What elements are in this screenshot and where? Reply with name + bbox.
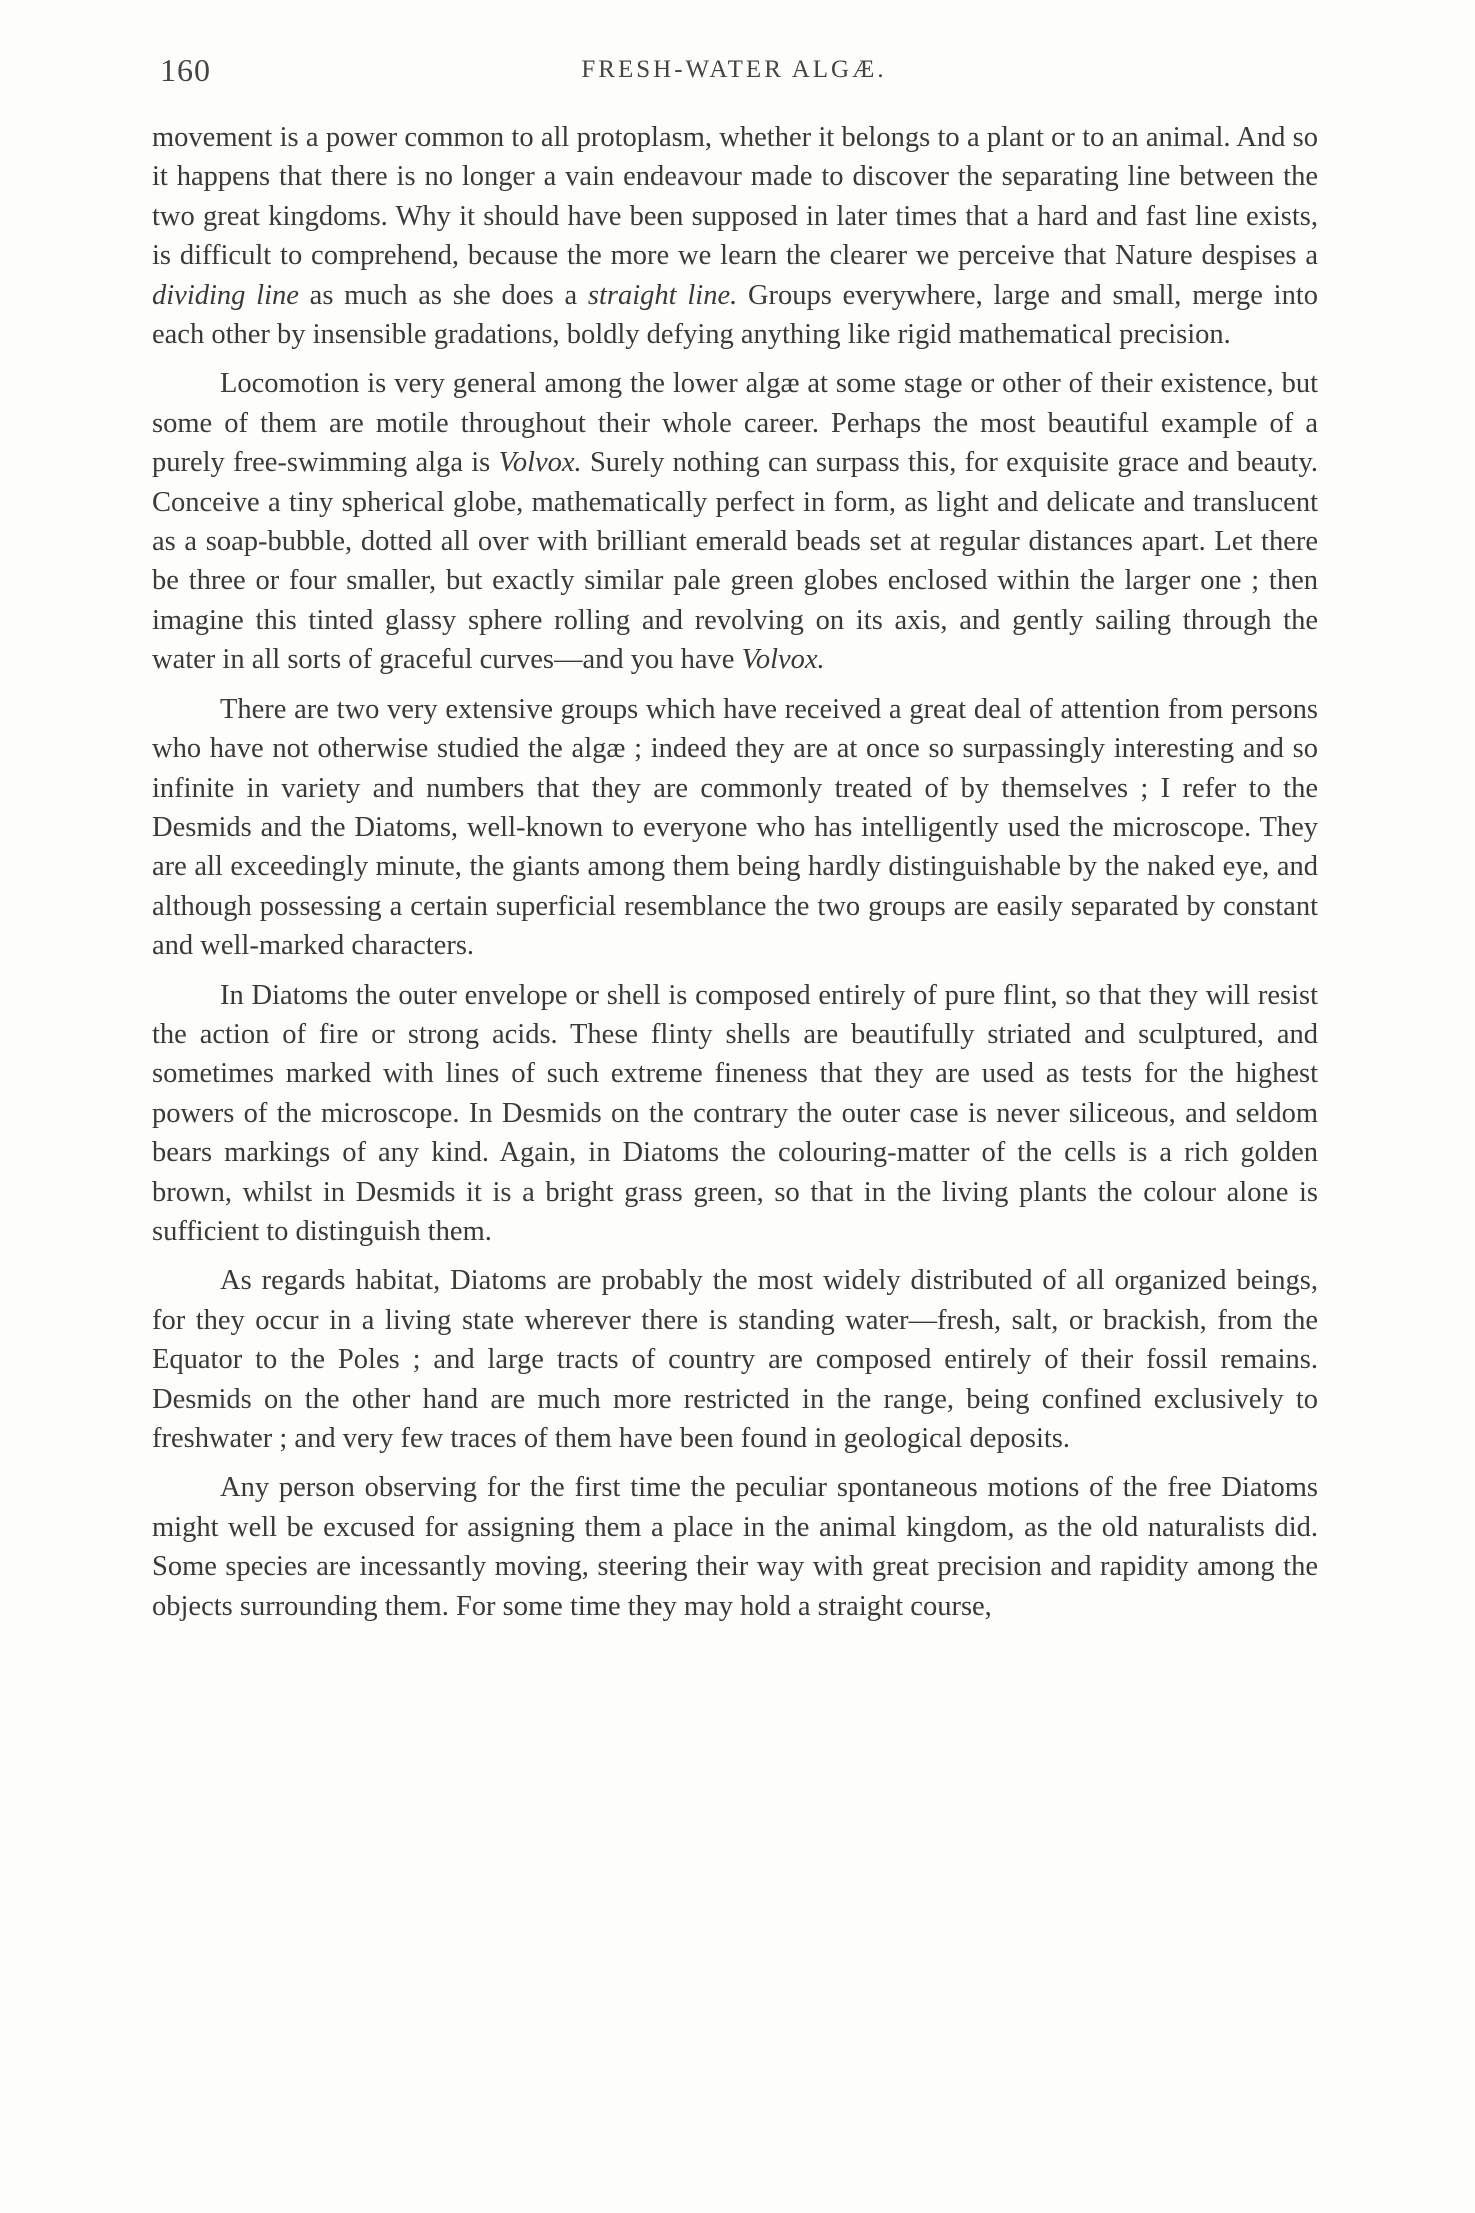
italic-text: dividing line <box>152 279 299 311</box>
running-title: FRESH-WATER ALGÆ. <box>581 56 887 83</box>
paragraph-2 <box>152 364 1318 679</box>
running-head <box>150 52 1318 92</box>
page-number: 160 <box>160 52 211 88</box>
paragraph-5 <box>152 1261 1318 1458</box>
paragraph-text: as much as she does a <box>298 279 588 311</box>
paragraph-text: Groups everywhere, large and small, merge into each other by insensible gradations, boldly defying anything like rigid mathematical precision. <box>152 279 1318 351</box>
paragraph-text: Locomotion is very general among the lower algæ at some stage or other of their existence, but some of them are motile throughout their whole career. Perhaps the most beautiful example of a purely free-swimming alga is <box>152 368 1318 479</box>
italic-text: Volvox. <box>741 644 825 676</box>
paragraph-text: In Diatoms the outer envelope or shell is composed entirely of pure flint, so that they will resist the action of fire or strong acids. These flinty shells are beautifully striated and sculptured, and sometimes marked with lines of such extreme fineness that they are used as tests for the highest powers of the microscope. In Desmids on the contrary the outer case is never siliceous, and seldom bears markings of any kind. Again, in Diatoms the colouring-matter of the cells is a rich golden brown, whilst in Desmids it is a bright grass green, so that in the living plants the colour alone is sufficient to distinguish them. <box>152 979 1318 1247</box>
paragraph-1 <box>152 118 1318 354</box>
paragraph-3 <box>152 690 1318 966</box>
paragraph-6 <box>152 1468 1318 1626</box>
paragraph-text: Any person observing for the first time the peculiar spontaneous motions of the free Diatoms might well be excused for assigning them a place in the animal kingdom, as the old naturalists did. Some species are incessantly moving, steering their way with great precision and rapidity among the objects surrounding them. For some time they may hold a straight course, <box>152 1472 1318 1622</box>
paragraph-text: movement is a power common to all protoplasm, whether it belongs to a plant or to an animal. And so it happens that there is no longer a vain endeavour made to discover the separating line between the two great kingdoms. Why it should have been supposed in later times that a hard and fast line exists, is difficult to comprehend, because the more we learn the clearer we perceive that Nature despises a <box>152 122 1318 272</box>
italic-text: Volvox. <box>498 447 582 479</box>
paragraph-text: There are two very extensive groups which have received a great deal of attention from persons who have not otherwise studied the algæ ; indeed they are at once so surpassingly interesting and so infinite in variety and numbers that they are commonly treated of by themselves ; I refer to the Desmids and the Diatoms, well-known to everyone who has intelligently used the microscope. They are all exceedingly minute, the giants among them being hardly distinguishable by the naked eye, and although possessing a certain superficial resemblance the two groups are easily separated by constant and well-marked characters. <box>152 693 1318 962</box>
italic-text: straight line. <box>587 279 738 311</box>
body-text <box>152 118 1318 1626</box>
paragraph-4 <box>152 976 1318 1252</box>
paragraph-text: Surely nothing can surpass this, for exquisite grace and beauty. Conceive a tiny spherical globe, mathematically perfect in form, as light and delicate and translucent as a soap-bubble, dotted all over with brilliant emerald beads set at regular distances apart. Let there be three or four smaller, but exactly similar pale green globes enclosed within the larger one ; then imagine this tinted glassy sphere rolling and revolving on its axis, and gently sailing through the water in all sorts of graceful curves—and you have <box>152 447 1319 676</box>
paragraph-text: As regards habitat, Diatoms are probably the most widely distributed of all organized beings, for they occur in a living state wherever there is standing water—fresh, salt, or brackish, from the Equator to the Poles ; and large tracts of country are composed entirely of their fossil remains. Desmids on the other hand are much more restricted in the range, being confined exclusively to freshwater ; and very few traces of them have been found in geological deposits. <box>152 1265 1318 1454</box>
